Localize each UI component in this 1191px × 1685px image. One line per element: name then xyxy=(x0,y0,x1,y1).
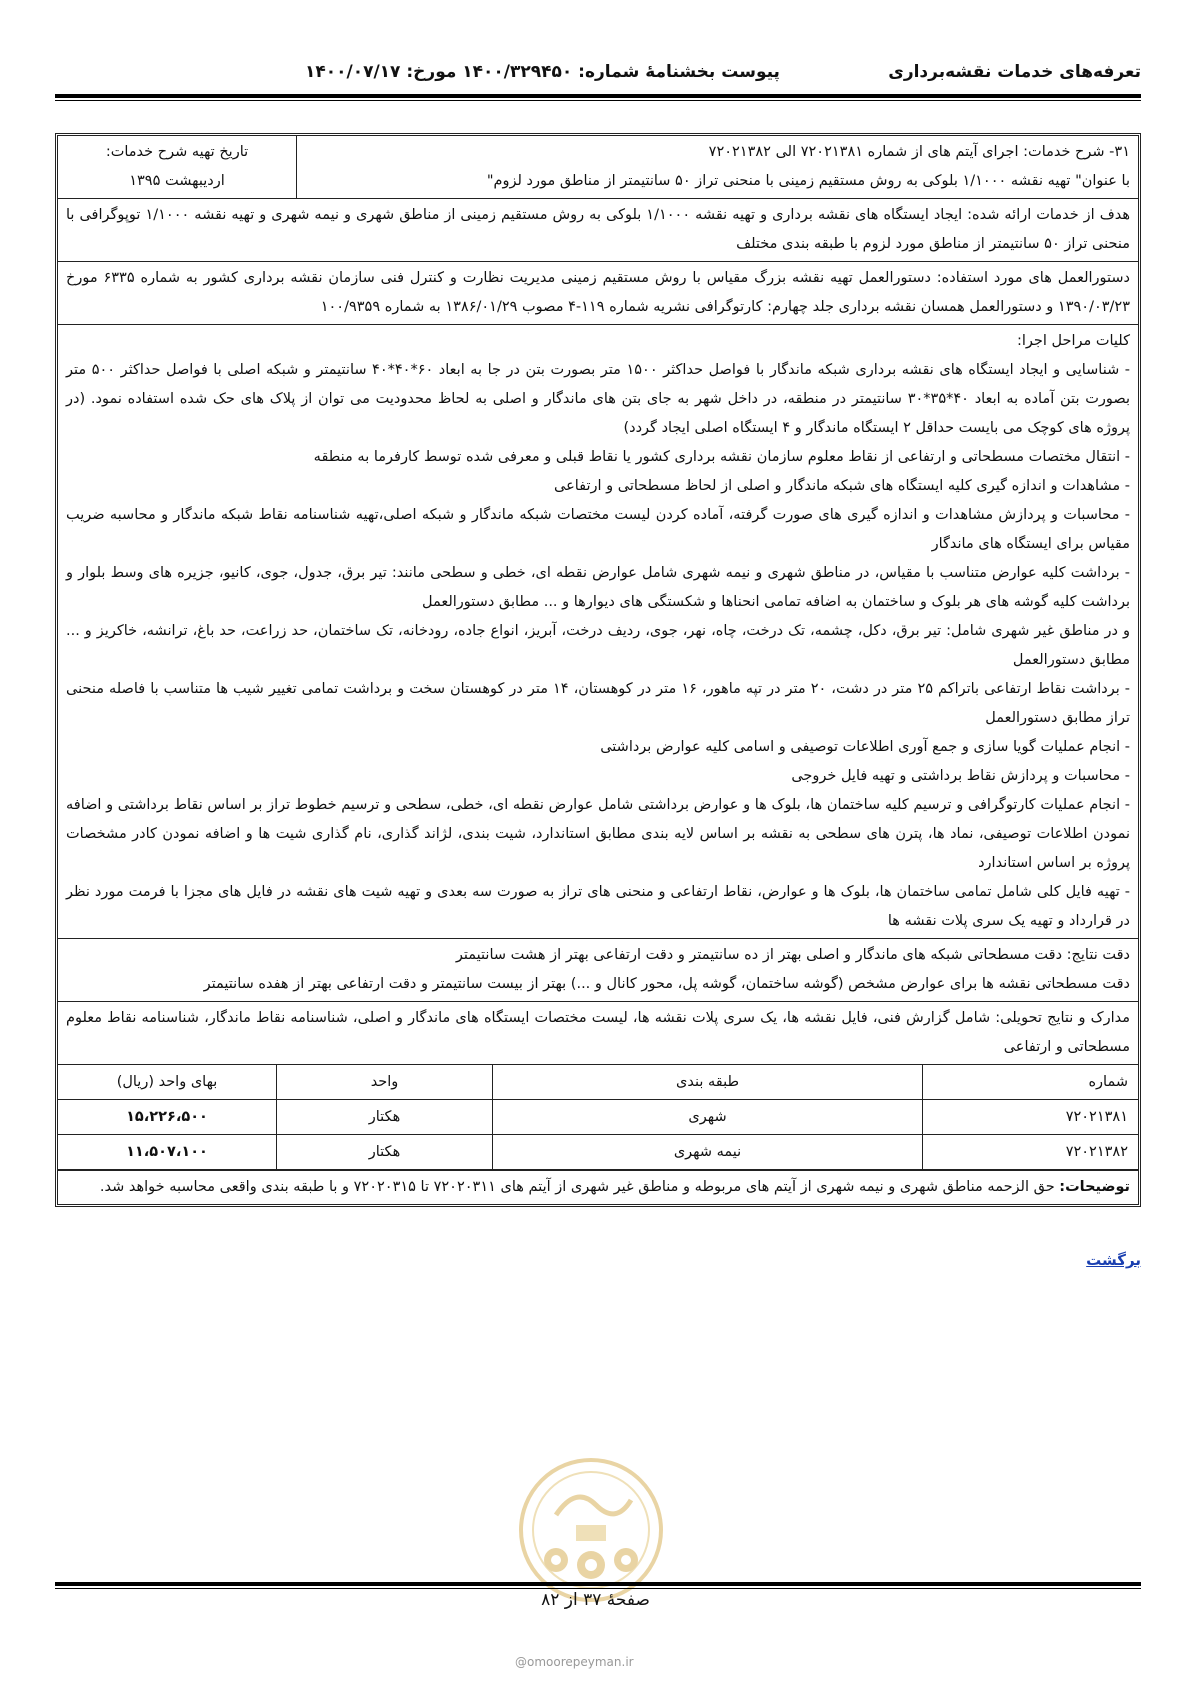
step-item: - محاسبات و پردازش مشاهدات و اندازه گیری های صورت گرفته، آماده کردن لیست مختصات شبکه ماندگار و شبکه اصلی،تهیه شناسنامه نقاط شبکه ماندگار و محاسبه ضریب مقیاس برای ایستگاه های ماندگار xyxy=(66,507,1130,552)
service-date-value: اردیبهشت ۱۳۹۵ xyxy=(129,173,225,189)
header-cell-price: بهای واحد (ریال) xyxy=(58,1065,277,1100)
step-item: - انجام عملیات گویا سازی و جمع آوری اطلاعات توصیفی و اسامی کلیه عوارض برداشتی xyxy=(600,739,1130,755)
accuracy-row xyxy=(58,939,1138,1002)
cell-price: ۱۱،۵۰۷،۱۰۰ xyxy=(58,1135,277,1170)
step-item: - برداشت کلیه عوارض متناسب با مقیاس، در مناطق شهری و نیمه شهری شامل عوارض نقطه ای، خطی و سطحی مانند: تیر برق، جدول، جوی، کانیو، جزیره های وسط بلوار و برداشت کلیه گوشه های هر بلوک و ساختمان به اضافه تمامی انحناها و شکستگی های دیوارها و ... مطابق دستورالعمل xyxy=(66,565,1130,610)
table-row xyxy=(58,1135,1138,1170)
cell-unit: هکتار xyxy=(277,1100,493,1135)
notes-row xyxy=(58,1171,1138,1204)
header-title: تعرفه‌های خدمات نقشه‌برداری xyxy=(888,62,1141,82)
service-date xyxy=(58,136,296,198)
header-rule-thin xyxy=(55,100,1141,101)
standards-row: دستورالعمل های مورد استفاده: دستورالعمل تهیه نقشه بزرگ مقیاس با روش مستقیم زمینی مدیریت نظارت و کنترل فنی سازمان نقشه برداری کشور به شماره ۶۳۳۵ مورخ ۱۳۹۰/۰۳/۲۳ و دستورالعمل همسان نقشه برداری جلد چهارم: کارتوگرافی نشریه شماره ۱۱۹-۴ مصوب ۱۳۸۶/۰۱/۲۹ به شماره ۱۰۰/۹۳۵۹ xyxy=(58,262,1138,325)
cell-unit: هکتار xyxy=(277,1135,493,1170)
price-table-row xyxy=(58,1065,1138,1171)
service-date-label: تاریخ تهیه شرح خدمات: xyxy=(105,144,249,160)
accuracy-line: دقت مسطحاتی نقشه ها برای عوارض مشخص (گوشه ساختمان، گوشه پل، محور کانال و ...) بهتر از بیست سانتیمتر و دقت ارتفاعی بهتر از هفده سانتیمتر xyxy=(203,976,1130,992)
step-item: - تهیه فایل کلی شامل تمامی ساختمان ها، بلوک ها و عوارض، نقاط ارتفاعی و منحنی های تراز به صورت سه بعدی و تهیه شیت های نقشه در فایل های مجزا با فرمت مورد نظر در قرارداد و تهیه یک سری پلات نقشه ها xyxy=(66,884,1130,929)
notes-text: حق الزحمه مناطق شهری و نیمه شهری از آیتم های مربوطه و مناطق غیر شهری از آیتم های ۷۲۰۲۰۳۱۱ تا ۷۲۰۲۰۳۱۵ و با طبقه بندی واقعی محاسبه خواهد شد. xyxy=(99,1179,1060,1195)
header-attachment: پیوست بخشنامهٔ شماره: ۱۴۰۰/۳۲۹۴۵۰ مورخ: ۱۴۰۰/۰۷/۱۷ xyxy=(305,62,780,82)
table-row xyxy=(58,1100,1138,1135)
header-rule xyxy=(55,94,1141,98)
service-line-2: با عنوان" تهیه نقشه ۱/۱۰۰۰ بلوکی به روش مستقیم زمینی با منحنی تراز ۵۰ سانتیمتر از مناطق مورد لزوم" xyxy=(486,173,1130,189)
service-description-row xyxy=(58,136,1138,199)
service-description xyxy=(296,136,1138,198)
service-sheet xyxy=(55,133,1141,1207)
back-link[interactable]: برگشت xyxy=(1086,1251,1141,1269)
header-cell-unit: واحد xyxy=(277,1065,493,1100)
header-cell-category: طبقه بندی xyxy=(493,1065,923,1100)
service-line-1: ۳۱- شرح خدمات: اجرای آیتم های از شماره ۷۲۰۲۱۳۸۱ الی ۷۲۰۲۱۳۸۲ xyxy=(708,144,1130,160)
cell-category: شهری xyxy=(493,1100,923,1135)
table-header-row xyxy=(58,1065,1138,1100)
price-table xyxy=(58,1065,1138,1170)
page-header xyxy=(55,52,1141,92)
step-item: - انتقال مختصات مسطحاتی و ارتفاعی از نقاط معلوم سازمان نقشه برداری کشور یا نقاط قبلی و معرفی شده توسط کارفرما به منطقه xyxy=(313,449,1130,465)
deliverables-row: مدارک و نتایج تحویلی: شامل گزارش فنی، فایل نقشه ها، یک سری پلات نقشه ها، لیست مختصات ایستگاه های ماندگار و اصلی، شناسنامه نقاط ماندگار، شناسنامه نقاط معلوم مسطحاتی و ارتفاعی xyxy=(58,1002,1138,1065)
step-item: - برداشت نقاط ارتفاعی باتراکم ۲۵ متر در دشت، ۲۰ متر در تپه ماهور، ۱۶ متر در کوهستان، ۱۴ متر در کوهستان سخت و برداشت تمامی تغییر شیب ها متناسب با فاصله منحنی تراز مطابق دستورالعمل xyxy=(66,681,1131,726)
steps-title: کلیات مراحل اجرا: xyxy=(1016,333,1130,349)
cell-category: نیمه شهری xyxy=(493,1135,923,1170)
footer-rule-thin xyxy=(55,1588,1141,1589)
notes-label: توضیحات: xyxy=(1059,1179,1130,1195)
step-item: - مشاهدات و اندازه گیری کلیه ایستگاه های شبکه ماندگار و اصلی از لحاظ مسطحاتی و ارتفاعی xyxy=(553,478,1130,494)
footer-rule xyxy=(55,1582,1141,1586)
site-watermark: @omoorepeyman.ir xyxy=(515,1655,634,1669)
page-number: صفحهٔ ۳۷ از ۸۲ xyxy=(541,1590,650,1610)
accuracy-line: دقت نتایج: دقت مسطحاتی شبکه های ماندگار و اصلی بهتر از ده سانتیمتر و دقت ارتفاعی بهتر از هشت سانتیمتر xyxy=(455,947,1130,963)
goal-row: هدف از خدمات ارائه شده: ایجاد ایستگاه های نقشه برداری و تهیه نقشه ۱/۱۰۰۰ بلوکی به روش مستقیم زمینی از مناطق شهری و نیمه شهری و تهیه نقشه ۱/۱۰۰۰ توپوگرافی با منحنی تراز ۵۰ سانتیمتر از مناطق مورد لزوم با طبقه بندی مختلف xyxy=(58,199,1138,262)
cell-number: ۷۲۰۲۱۳۸۲ xyxy=(923,1135,1139,1170)
step-item: و در مناطق غیر شهری شامل: تیر برق، دکل، چشمه، تک درخت، چاه، نهر، جوی، ردیف درخت، آبریز، انواع جاده، رودخانه، تک ساختمان، حد زراعت، حد باغ، ترانشه، خاکریز و ... مطابق دستورالعمل xyxy=(66,623,1130,668)
cell-price: ۱۵،۲۲۶،۵۰۰ xyxy=(58,1100,277,1135)
steps-row xyxy=(58,325,1138,939)
step-item: - محاسبات و پردازش نقاط برداشتی و تهیه فایل خروجی xyxy=(791,768,1130,784)
step-item: - شناسایی و ایجاد ایستگاه های نقشه برداری شبکه ماندگار با فواصل حداکثر ۱۵۰۰ متر بصورت بتن در جا به ابعاد ۶۰*۴۰*۴۰ سانتیمتر و شبکه اصلی با فواصل حداکثر ۵۰۰ متر بصورت بتن آماده به ابعاد ۴۰*۳۵*۳۰ سانتیمتر در منطقه، در داخل شهر به جای بتن های ماندگار و اصلی به لحاظ محدودیت می توان از پلاک های حک شده استفاده نمود. (در پروژه های کوچک می بایست حداقل ۲ ایستگاه ماندگار و ۴ ایستگاه اصلی ایجاد گردد) xyxy=(66,362,1130,436)
header-cell-number: شماره xyxy=(923,1065,1139,1100)
cell-number: ۷۲۰۲۱۳۸۱ xyxy=(923,1100,1139,1135)
step-item: - انجام عملیات کارتوگرافی و ترسیم کلیه ساختمان ها، بلوک ها و عوارض برداشتی شامل عوارض نقطه ای، خطی، سطحی و ترسیم خطوط تراز بر اساس نقاط برداشتی و اضافه نمودن اطلاعات توصیفی، نماد ها، پترن های سطحی به نقشه بر اساس لایه بندی مطابق استاندارد، شیت بندی، لژاند گذاری، نام گذاری شیت ها و اضافه نمودن کادر مشخصات پروژه بر اساس استاندارد xyxy=(66,797,1130,871)
